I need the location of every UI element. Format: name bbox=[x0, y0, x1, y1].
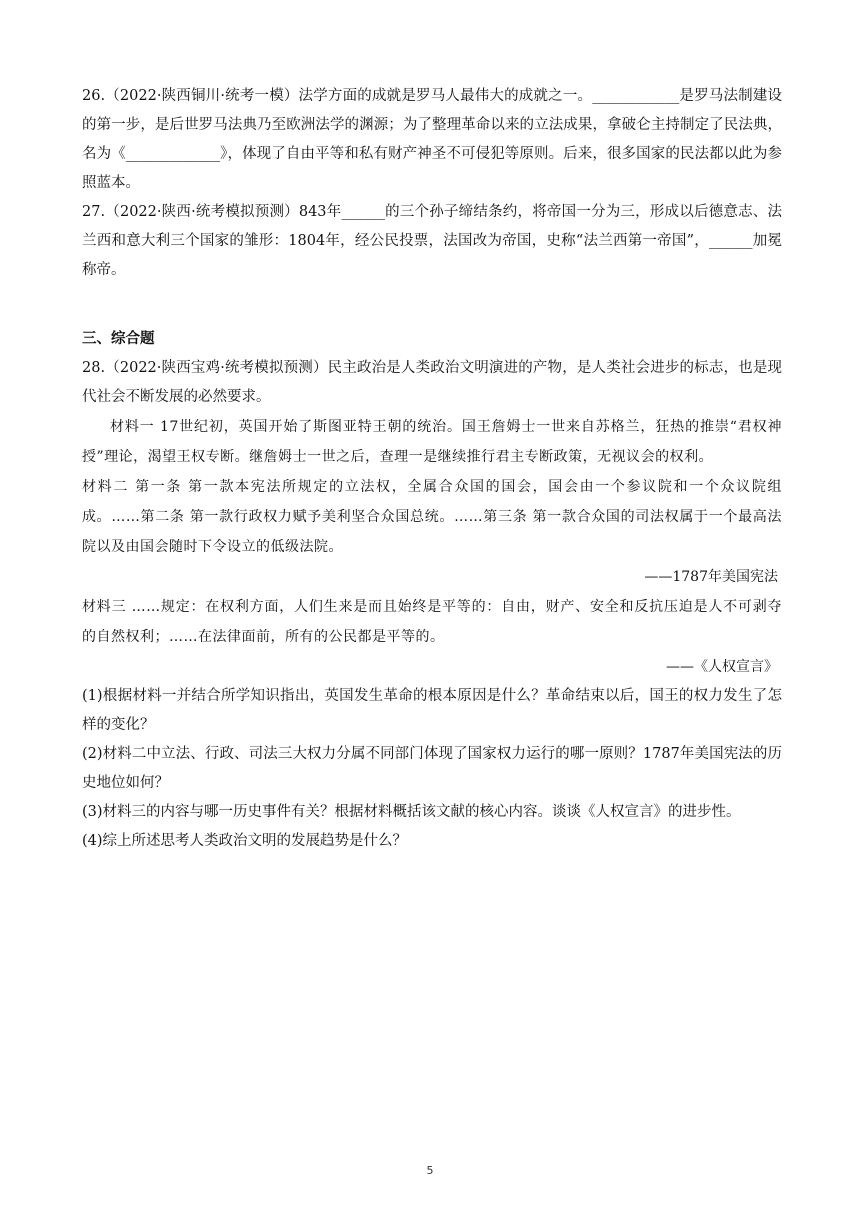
material-3-source: ——《人权宣言》 bbox=[666, 659, 778, 675]
section-title: 三、综合题 bbox=[82, 331, 155, 347]
material-2: 材料二 第一条 第一款本宪法所规定的立法权，全属合众国的国会，国会由一个参议院和一个众议院组成。……第二条 第一款行政权力赋予美利坚合众国总统。……第三条 第一款合众国的司法权属于一个最高法院以及由国会随时下令设立的低级法院。 bbox=[82, 479, 782, 555]
question-28-stem: 28.（2022·陕西宝鸡·统考模拟预测）民主政治是人类政治文明演进的产物，是人类社会进步的标志，也是现代社会不断发展的必然要求。 bbox=[82, 360, 782, 405]
sub-question-1: (1)根据材料一并结合所学知识指出，英国发生革命的根本原因是什么？革命结束以后，国王的权力发生了怎样的变化？ bbox=[82, 688, 782, 733]
document-page bbox=[82, 82, 782, 856]
material-1: 材料一 17世纪初，英国开始了斯图亚特王朝的统治。国王詹姆士一世来自苏格兰，狂热的推崇“君权神授”理论，渴望王权专断。继詹姆士一世之后，查理一是继续推行君主专断政策，无视议会的权利。 bbox=[82, 419, 782, 465]
sub-question-3: (3)材料三的内容与哪一历史事件有关？根据材料概括该文献的核心内容。谈谈《人权宣言》的进步性。 bbox=[82, 804, 741, 820]
material-2-source: ——1787年美国宪法 bbox=[644, 569, 778, 585]
sub-question-4: (4)综上所述思考人类政治文明的发展趋势是什么？ bbox=[82, 833, 408, 849]
question-26: 26.（2022·陕西铜川·统考一模）法学方面的成就是罗马人最伟大的成就之一。____________是罗马法制建设的第一步，是后世罗马法典乃至欧洲法学的渊源；为了整理革命以来的立法成果，拿破仑主持制定了民法典，名为《_____________》，体现了自由平等和私有财产神圣不可侵犯等原则。后来，很多国家的民法都以此为参照蓝本。 bbox=[82, 88, 782, 191]
material-3: 材料三 ……规定：在权利方面，人们生来是而且始终是平等的：自由，财产、安全和反抗压迫是人不可剥夺的自然权利；……在法律面前，所有的公民都是平等的。 bbox=[82, 599, 782, 645]
question-27: 27.（2022·陕西·统考模拟预测）843年______的三个孙子缔结条约，将帝国一分为三，形成以后德意志、法兰西和意大利三个国家的雏形：1804年，经公民投票，法国改为帝国，史称“法兰西第一帝国”，______加冕称帝。 bbox=[82, 204, 782, 278]
page-number: 5 bbox=[426, 1164, 434, 1177]
sub-question-2: (2)材料二中立法、行政、司法三大权力分属不同部门体现了国家权力运行的哪一原则？1787年美国宪法的历史地位如何？ bbox=[82, 746, 782, 791]
